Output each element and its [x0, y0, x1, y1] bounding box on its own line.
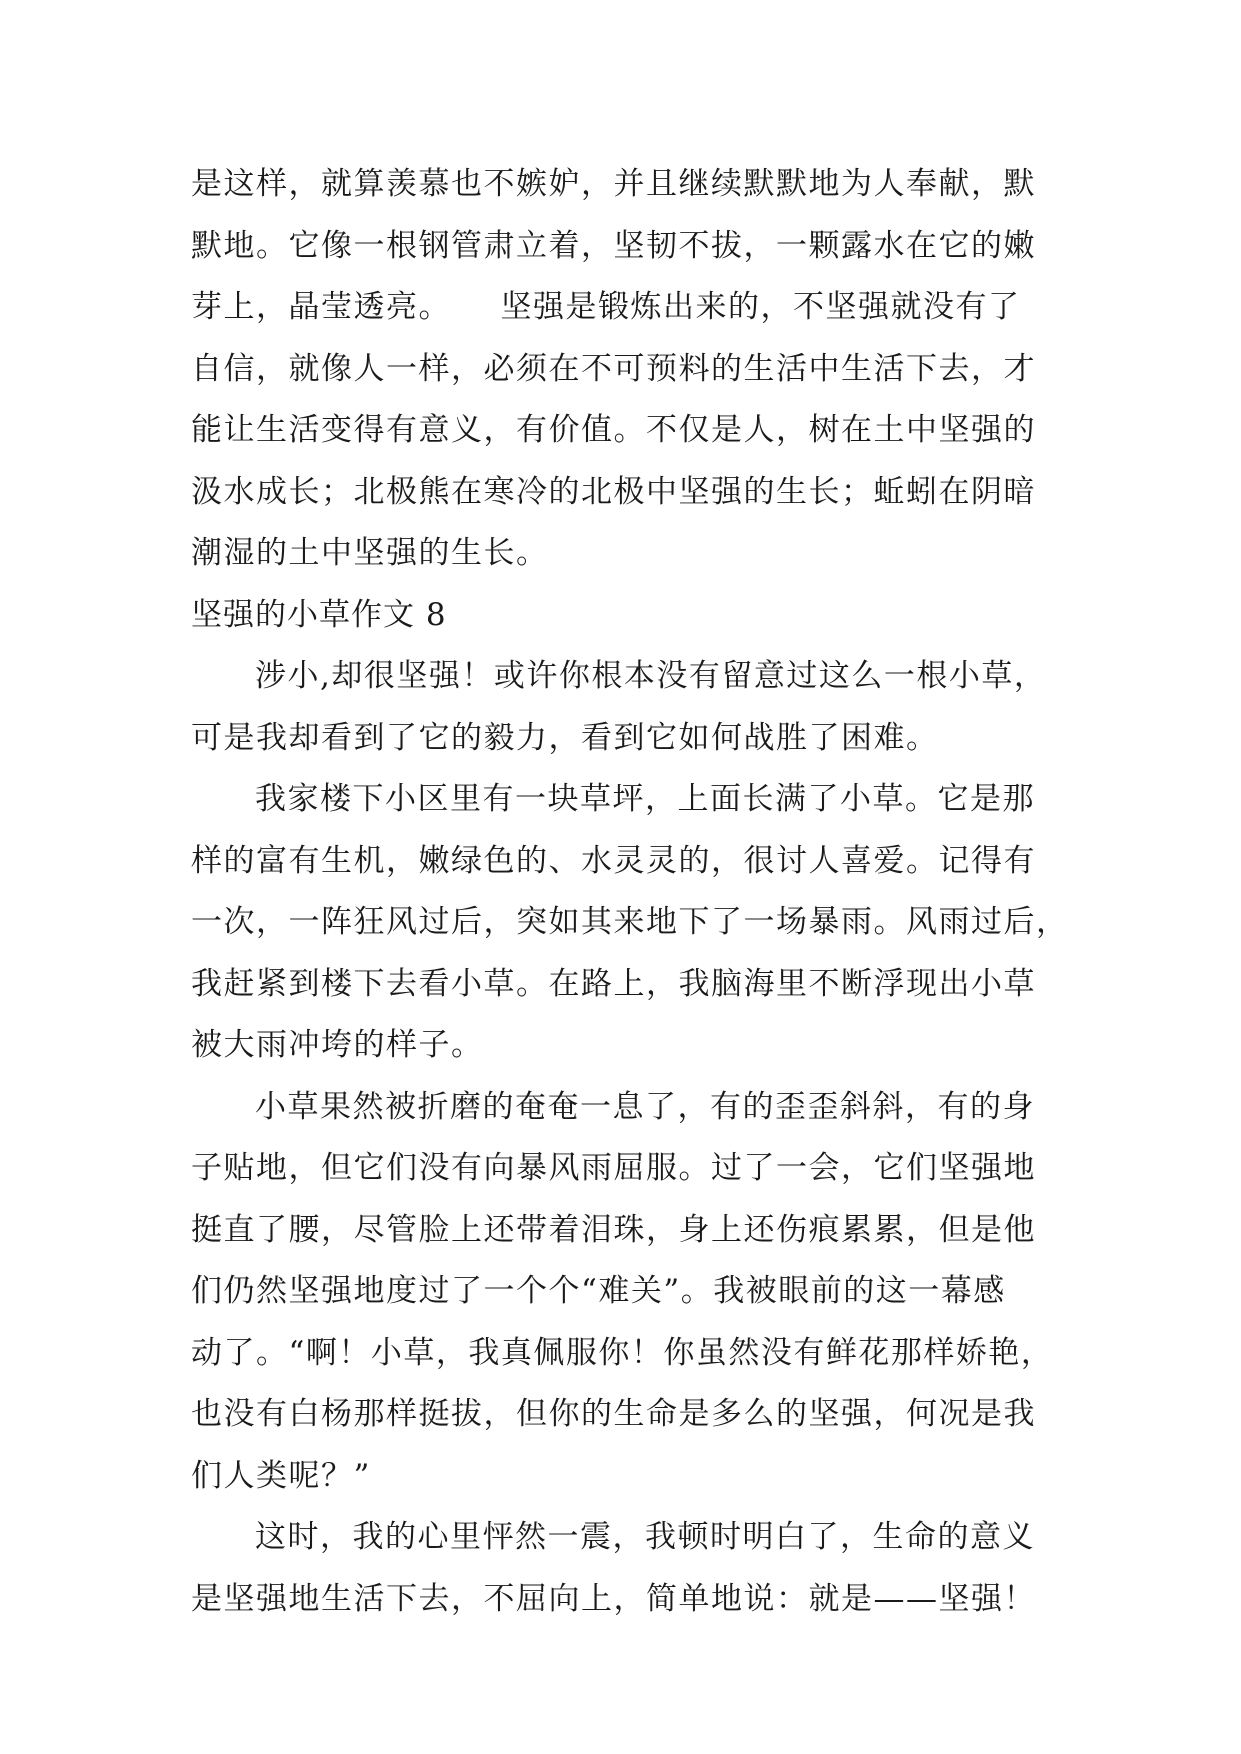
text-line: 汲水成长；北极熊在寒冷的北极中坚强的生长；蚯蚓在阴暗	[191, 473, 1036, 510]
paragraph-2	[191, 769, 1069, 1077]
text-line: 这时，我的心里怦然一震，我顿时明白了，生命的意义	[255, 1519, 1035, 1555]
text-line: 可是我却看到了它的毅力，看到它如何战胜了困难。	[191, 719, 939, 756]
text-line: 是这样，就算羡慕也不嫉妒，并且继续默默地为人奉献，默	[191, 166, 1036, 202]
document-body	[191, 154, 1069, 1630]
section-title: 坚强的小草作文 8	[191, 596, 447, 633]
paragraph-4	[191, 1507, 1061, 1630]
text-line: 动了。“啊！小草，我真佩服你！你虽然没有鲜花那样娇艳，	[191, 1334, 1054, 1371]
text-line: 我家楼下小区里有一块草坪，上面长满了小草。它是那	[255, 781, 1035, 817]
paragraph-3	[191, 1077, 1061, 1508]
text-line: 被大雨冲垮的样子。	[191, 1027, 484, 1063]
text-line: 默地。它像一根钢管肃立着，坚韧不拔，一颗露水在它的嫩	[191, 227, 1036, 264]
text-line: 一次，一阵狂风过后，突如其来地下了一场暴雨。风雨过后，	[191, 904, 1069, 940]
text-line: 挺直了腰，尽管脸上还带着泪珠，身上还伤痕累累，但是他	[191, 1211, 1036, 1248]
text-line: 们人类呢？”	[191, 1457, 371, 1494]
text-line: 子贴地，但它们没有向暴风雨屈服。过了一会，它们坚强地	[191, 1150, 1036, 1186]
text-line: 我赶紧到楼下去看小草。在路上，我脑海里不断浮现出小草	[191, 965, 1036, 1002]
text-line: 们仍然坚强地度过了一个个“难关”。我被眼前的这一幕感	[191, 1273, 1006, 1309]
text-line: 是坚强地生活下去，不屈向上，简单地说：就是——坚强！	[191, 1580, 1036, 1617]
continued-paragraph	[191, 154, 1061, 585]
text-line: 能让生活变得有意义，有价值。不仅是人，树在土中坚强的	[191, 412, 1036, 448]
paragraph-1	[191, 646, 1061, 769]
text-line: 样的富有生机，嫩绿色的、水灵灵的，很讨人喜爱。记得有	[191, 842, 1036, 879]
text-line: 涉小,却很坚强！或许你根本没有留意过这么一根小草，	[255, 658, 1047, 694]
text-line: 小草果然被折磨的奄奄一息了，有的歪歪斜斜，有的身	[255, 1088, 1035, 1125]
text-line: 芽上，晶莹透亮。 坚强是锻炼出来的，不坚强就没有了	[191, 289, 1021, 325]
text-line: 也没有白杨那样挺拔，但你的生命是多么的坚强，何况是我	[191, 1396, 1036, 1432]
text-line: 自信，就像人一样，必须在不可预料的生活中生活下去，才	[191, 350, 1036, 387]
text-line: 潮湿的土中坚强的生长。	[191, 535, 549, 571]
